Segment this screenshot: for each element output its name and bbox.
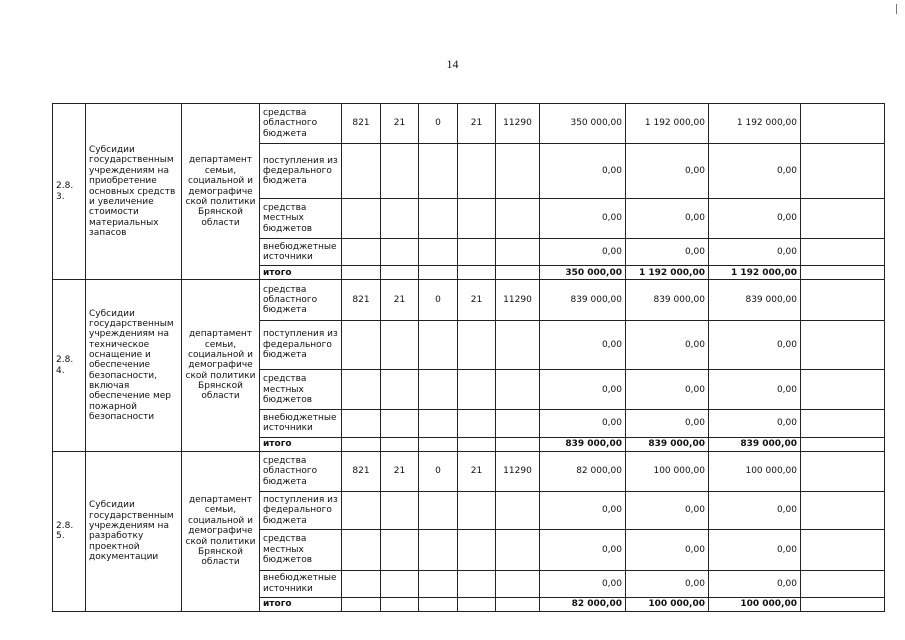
total-amount-cell: 1 192 000,00 <box>626 266 709 280</box>
amount-cell: 0,00 <box>709 144 801 198</box>
department-cell: департамент семьи, социальной и демографиче ской политики Брянской области <box>182 104 260 280</box>
code-cell: 0 <box>419 280 458 320</box>
code-cell: 21 <box>381 451 419 491</box>
code-cell <box>419 320 458 369</box>
code-cell <box>419 570 458 597</box>
budget-table <box>52 103 885 612</box>
code-cell <box>381 266 419 280</box>
code-cell <box>458 570 496 597</box>
empty-cell <box>801 437 885 451</box>
empty-cell <box>801 597 885 611</box>
code-cell <box>419 437 458 451</box>
amount-cell: 0,00 <box>709 198 801 238</box>
code-cell <box>458 239 496 266</box>
amount-cell: 0,00 <box>626 144 709 198</box>
amount-cell: 1 192 000,00 <box>626 104 709 144</box>
code-cell <box>458 530 496 570</box>
code-cell <box>496 570 540 597</box>
funding-source-cell: средства местных бюджетов <box>260 370 342 410</box>
code-cell <box>381 597 419 611</box>
code-cell <box>419 144 458 198</box>
code-cell <box>496 410 540 437</box>
amount-cell: 0,00 <box>626 198 709 238</box>
total-amount-cell: 350 000,00 <box>540 266 626 280</box>
code-cell: 21 <box>458 451 496 491</box>
amount-cell: 0,00 <box>626 410 709 437</box>
total-amount-cell: 839 000,00 <box>626 437 709 451</box>
code-cell <box>496 266 540 280</box>
amount-cell: 1 192 000,00 <box>709 104 801 144</box>
amount-cell: 839 000,00 <box>626 280 709 320</box>
code-cell <box>342 198 381 238</box>
code-cell <box>419 491 458 529</box>
amount-cell: 0,00 <box>540 320 626 369</box>
empty-cell <box>801 198 885 238</box>
funding-source-cell: средства местных бюджетов <box>260 198 342 238</box>
amount-cell: 839 000,00 <box>540 280 626 320</box>
code-cell <box>496 239 540 266</box>
funding-source-cell: внебюджетные источники <box>260 239 342 266</box>
total-label: итого <box>260 437 342 451</box>
empty-cell <box>801 370 885 410</box>
code-cell <box>496 144 540 198</box>
table-row <box>53 280 885 320</box>
code-cell <box>458 597 496 611</box>
total-amount-cell: 839 000,00 <box>540 437 626 451</box>
amount-cell: 0,00 <box>709 491 801 529</box>
amount-cell: 0,00 <box>626 570 709 597</box>
amount-cell: 0,00 <box>626 320 709 369</box>
amount-cell: 0,00 <box>540 530 626 570</box>
amount-cell: 100 000,00 <box>709 451 801 491</box>
empty-cell <box>801 530 885 570</box>
amount-cell: 0,00 <box>626 530 709 570</box>
amount-cell: 0,00 <box>709 530 801 570</box>
amount-cell: 0,00 <box>709 410 801 437</box>
code-cell <box>496 597 540 611</box>
code-cell <box>496 370 540 410</box>
code-cell <box>419 266 458 280</box>
code-cell <box>381 320 419 369</box>
amount-cell: 0,00 <box>540 491 626 529</box>
amount-cell: 0,00 <box>626 239 709 266</box>
code-cell <box>496 437 540 451</box>
code-cell <box>342 491 381 529</box>
item-number-cell: 2.8. 4. <box>53 280 86 451</box>
funding-source-cell: средства областного бюджета <box>260 280 342 320</box>
code-cell <box>381 144 419 198</box>
code-cell <box>342 266 381 280</box>
amount-cell: 0,00 <box>709 570 801 597</box>
empty-cell <box>801 320 885 369</box>
code-cell <box>458 410 496 437</box>
amount-cell: 839 000,00 <box>709 280 801 320</box>
code-cell <box>419 370 458 410</box>
code-cell <box>496 530 540 570</box>
empty-cell <box>801 280 885 320</box>
code-cell <box>342 437 381 451</box>
code-cell: 21 <box>458 280 496 320</box>
code-cell <box>419 597 458 611</box>
code-cell <box>419 410 458 437</box>
amount-cell: 0,00 <box>709 239 801 266</box>
code-cell <box>381 410 419 437</box>
amount-cell: 350 000,00 <box>540 104 626 144</box>
code-cell <box>458 144 496 198</box>
item-name-cell: Субсидии государственным учреждениям на техническое оснащение и обеспечение безопасности, включая обеспечение мер пожарной безопасности <box>86 280 182 451</box>
code-cell <box>458 491 496 529</box>
empty-cell <box>801 451 885 491</box>
amount-cell: 82 000,00 <box>540 451 626 491</box>
department-cell: департамент семьи, социальной и демографиче ской политики Брянской области <box>182 451 260 611</box>
total-amount-cell: 839 000,00 <box>709 437 801 451</box>
amount-cell: 0,00 <box>540 239 626 266</box>
funding-source-cell: средства местных бюджетов <box>260 530 342 570</box>
item-number-cell: 2.8. 3. <box>53 104 86 280</box>
code-cell: 821 <box>342 280 381 320</box>
code-cell <box>496 491 540 529</box>
empty-cell <box>801 239 885 266</box>
page-number: 14 <box>446 57 459 71</box>
item-number-cell: 2.8. 5. <box>53 451 86 611</box>
funding-source-cell: средства областного бюджета <box>260 451 342 491</box>
code-cell <box>342 320 381 369</box>
table-row <box>53 451 885 491</box>
code-cell <box>342 530 381 570</box>
amount-cell: 100 000,00 <box>626 451 709 491</box>
code-cell: 21 <box>381 280 419 320</box>
empty-cell <box>801 410 885 437</box>
funding-source-cell: поступления из федерального бюджета <box>260 491 342 529</box>
code-cell: 21 <box>381 104 419 144</box>
code-cell <box>342 570 381 597</box>
code-cell <box>342 597 381 611</box>
item-name-cell: Субсидии государственным учреждениям на приобретение основных средств и увеличение стоимости материальных запасов <box>86 104 182 280</box>
code-cell: 0 <box>419 104 458 144</box>
item-name-cell: Субсидии государственным учреждениям на разработку проектной документации <box>86 451 182 611</box>
code-cell: 11290 <box>496 451 540 491</box>
code-cell: 821 <box>342 451 381 491</box>
funding-source-cell: поступления из федерального бюджета <box>260 320 342 369</box>
code-cell <box>381 198 419 238</box>
empty-cell <box>801 104 885 144</box>
empty-cell <box>801 570 885 597</box>
funding-source-cell: средства областного бюджета <box>260 104 342 144</box>
total-label: итого <box>260 597 342 611</box>
code-cell: 11290 <box>496 104 540 144</box>
code-cell: 21 <box>458 104 496 144</box>
code-cell <box>381 491 419 529</box>
code-cell <box>496 198 540 238</box>
empty-cell <box>801 266 885 280</box>
funding-source-cell: внебюджетные источники <box>260 570 342 597</box>
amount-cell: 0,00 <box>626 370 709 410</box>
amount-cell: 0,00 <box>540 144 626 198</box>
total-amount-cell: 82 000,00 <box>540 597 626 611</box>
code-cell <box>458 266 496 280</box>
total-amount-cell: 100 000,00 <box>709 597 801 611</box>
code-cell <box>458 370 496 410</box>
amount-cell: 0,00 <box>626 491 709 529</box>
code-cell <box>458 320 496 369</box>
code-cell <box>419 239 458 266</box>
amount-cell: 0,00 <box>540 370 626 410</box>
code-cell <box>381 239 419 266</box>
scan-edge-mark <box>896 4 897 14</box>
amount-cell: 0,00 <box>709 370 801 410</box>
total-amount-cell: 100 000,00 <box>626 597 709 611</box>
code-cell: 11290 <box>496 280 540 320</box>
empty-cell <box>801 144 885 198</box>
empty-cell <box>801 491 885 529</box>
code-cell <box>342 239 381 266</box>
total-label: итого <box>260 266 342 280</box>
amount-cell: 0,00 <box>709 320 801 369</box>
code-cell <box>342 370 381 410</box>
amount-cell: 0,00 <box>540 570 626 597</box>
amount-cell: 0,00 <box>540 198 626 238</box>
amount-cell: 0,00 <box>540 410 626 437</box>
code-cell: 821 <box>342 104 381 144</box>
code-cell <box>496 320 540 369</box>
code-cell <box>381 570 419 597</box>
code-cell <box>381 530 419 570</box>
code-cell <box>342 410 381 437</box>
code-cell <box>381 370 419 410</box>
code-cell <box>342 144 381 198</box>
code-cell: 0 <box>419 451 458 491</box>
code-cell <box>458 437 496 451</box>
code-cell <box>419 198 458 238</box>
table-row <box>53 104 885 144</box>
funding-source-cell: внебюджетные источники <box>260 410 342 437</box>
code-cell <box>381 437 419 451</box>
funding-source-cell: поступления из федерального бюджета <box>260 144 342 198</box>
code-cell <box>419 530 458 570</box>
total-amount-cell: 1 192 000,00 <box>709 266 801 280</box>
code-cell <box>458 198 496 238</box>
department-cell: департамент семьи, социальной и демографиче ской политики Брянской области <box>182 280 260 451</box>
